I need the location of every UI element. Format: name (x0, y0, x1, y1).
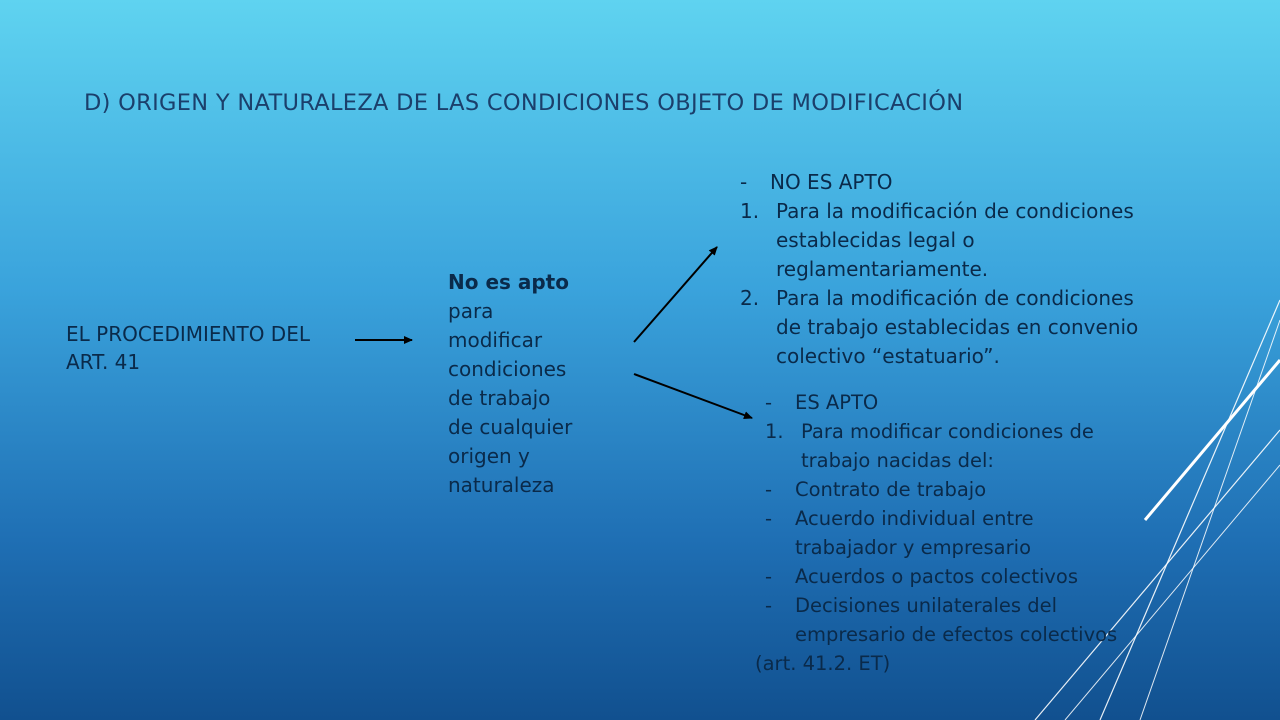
list-item (765, 417, 1265, 446)
list-marker: - (765, 391, 773, 414)
list-item (740, 197, 1260, 226)
list-item-text: reglamentariamente. (776, 257, 989, 281)
not-suitable-heading-row (740, 168, 1260, 197)
sub-list-item (765, 562, 1265, 591)
middle-line: condiciones (448, 357, 567, 381)
middle-line: de cualquier (448, 415, 573, 439)
suitable-heading-row (765, 388, 1265, 417)
middle-line: de trabajo (448, 386, 551, 410)
sub-list-item-text: Decisiones unilaterales del (795, 594, 1058, 617)
sub-list-item (765, 504, 1265, 533)
procedure-label: EL PROCEDIMIENTO DEL ART. 41 (66, 322, 310, 374)
not-suitable-list (740, 168, 1260, 371)
middle-line: origen y (448, 444, 530, 468)
list-item-text: de trabajo establecidas en convenio (776, 315, 1139, 339)
list-marker: - (765, 565, 773, 588)
list-marker: - (740, 170, 748, 194)
sub-list-item (765, 475, 1265, 504)
sub-list-item (765, 591, 1265, 620)
sub-list-item-text: empresario de efectos colectivos (795, 623, 1118, 646)
list-item-text: trabajo nacidas del: (801, 449, 994, 472)
list-marker: 1. (740, 199, 760, 223)
list-marker: 2. (740, 286, 760, 310)
not-suitable-emphasis: No es apto (448, 270, 569, 294)
list-item-text: Para la modificación de condiciones (776, 286, 1134, 310)
sub-list-item-text: Acuerdos o pactos colectivos (795, 565, 1079, 588)
list-item-text: Para modificar condiciones de (801, 420, 1094, 443)
list-item (740, 284, 1260, 313)
list-item-text: colectivo “estatuario”. (776, 344, 1000, 368)
list-item-text: establecidas legal o (776, 228, 975, 252)
sub-list-item-text: trabajador y empresario (795, 536, 1031, 559)
list-item-text: Para la modificación de condiciones (776, 199, 1134, 223)
suitable-heading: ES APTO (795, 391, 879, 414)
not-suitable-heading: NO ES APTO (770, 170, 893, 194)
middle-text-block (448, 268, 618, 500)
slide-title: D) ORIGEN Y NATURALEZA DE LAS CONDICIONES OBJETO DE MODIFICACIÓN (84, 90, 964, 116)
legal-reference: (art. 41.2. ET) (755, 652, 891, 675)
list-marker: 1. (765, 420, 784, 443)
list-marker: - (765, 478, 773, 501)
arrow-up-right (634, 247, 717, 342)
sub-list-item-text: Acuerdo individual entre (795, 507, 1034, 530)
arrow-down-right (634, 374, 752, 418)
middle-line: naturaleza (448, 473, 555, 497)
list-marker: - (765, 507, 773, 530)
sub-list-item-text: Contrato de trabajo (795, 478, 987, 501)
middle-line: modificar (448, 328, 543, 352)
list-marker: - (765, 594, 773, 617)
middle-line: para (448, 299, 494, 323)
suitable-list (755, 388, 1265, 678)
